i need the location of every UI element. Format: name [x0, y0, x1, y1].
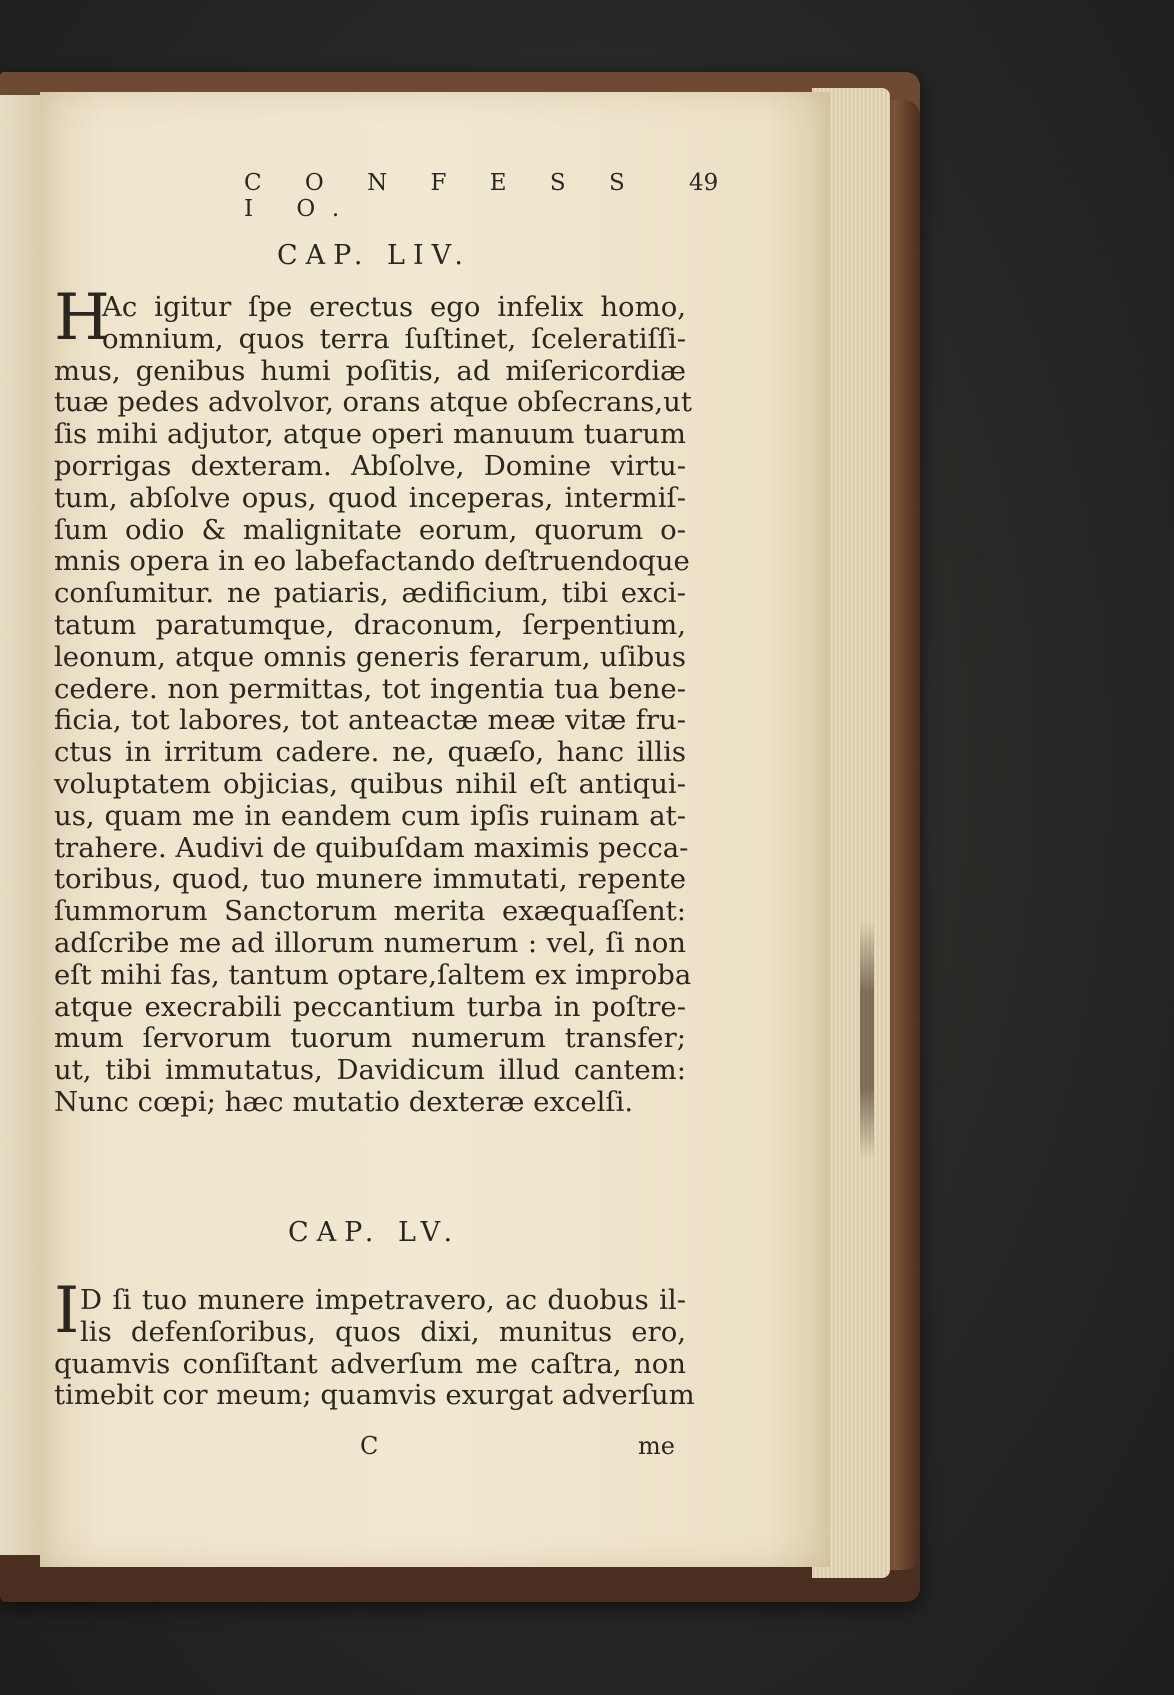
text-line: mnis opera in eo labefactando deſtruendoque: [54, 545, 690, 578]
text-line: ſum odio & malignitate eorum, quorum o-: [54, 513, 686, 546]
text-line: tuæ pedes advolvor, orans atque obſecrans,ut: [54, 386, 692, 419]
text-line: us, quam me in eandem cum ipſis ruinam at-: [54, 799, 686, 832]
text-line: voluptatem objicias, quibus nihil eſt antiqui-: [54, 767, 686, 800]
text-line: porrigas dexteram. Abſolve, Domine virtu-: [54, 449, 686, 482]
text-line: tatum paratumque, draconum, ſerpentium,: [54, 608, 686, 641]
text-line: ut, tibi immutatus, Davidicum illud cantem:: [54, 1054, 686, 1087]
text-line: eſt mihi fas, tantum optare,ſaltem ex improba: [54, 958, 692, 991]
text-line: mus, genibus humi poſitis, ad miſericordiæ: [54, 354, 686, 387]
running-head-title: C O N F E S S I O.: [244, 170, 643, 222]
text-line: leonum, atque omnis generis ferarum, uſibus: [54, 640, 686, 673]
text-line: quamvis conſiſtant adverſum me caſtra, non: [54, 1347, 686, 1380]
binding-wear: [860, 920, 874, 1160]
text-line: ficia, tot labores, tot anteactæ meæ vitæ fru-: [54, 704, 686, 737]
text-line: ctus in irritum cadere. ne, quæſo, hanc illis: [54, 736, 686, 769]
text-line: Ac igitur ſpe erectus ego infelix homo,: [102, 291, 686, 323]
chapter-54-text: [54, 281, 692, 1172]
text-line: tum, abſolve opus, quod inceperas, intermiſ-: [54, 481, 686, 514]
text-line: ſis mihi adjutor, atque operi manuum tuarum: [54, 418, 686, 451]
text-line: lis defenſoribus, quos dixi, munitus ero,: [80, 1315, 686, 1348]
text-line: cedere. non permittas, tot ingentia tua bene-: [54, 672, 686, 705]
text-line: Nunc cœpi; hæc mutatio dexteræ excelſi.: [54, 1085, 634, 1118]
signature-mark: C: [360, 1432, 379, 1460]
text-line: adſcribe me ad illorum numerum : vel, ſi non: [54, 926, 686, 959]
text-line: toribus, quod, tuo munere immutati, repente: [54, 863, 686, 896]
running-head: [244, 170, 664, 222]
drop-cap-i: I: [54, 1274, 80, 1348]
text-line: mum ſervorum tuorum numerum transfer;: [54, 1022, 686, 1055]
text-line: conſumitur. ne patiaris, ædificium, tibi exci-: [54, 577, 686, 610]
chapter-55-heading: CAP. LV.: [287, 1217, 461, 1248]
text-line: atque execrabili peccantium turba in poſtre-: [54, 990, 686, 1023]
catchword: me: [638, 1432, 675, 1460]
text-line: omnium, quos terra ſuſtinet, ſceleratiſſi-: [102, 322, 686, 355]
chapter-54-heading: CAP. LIV.: [277, 240, 471, 271]
chapter-55-text: [54, 1274, 695, 1435]
text-line: trahere. Audivi de quibuſdam maximis pecca-: [54, 831, 689, 864]
text-line: ſummorum Sanctorum merita exæquaſſent:: [54, 895, 686, 928]
page-number: 49: [689, 170, 719, 196]
drop-cap-h: H: [54, 281, 110, 355]
book-page: [40, 92, 830, 1567]
text-line: timebit cor meum; quamvis exurgat adverſum: [54, 1379, 695, 1412]
text-line: D ſi tuo munere impetravero, ac duobus il-: [80, 1284, 686, 1316]
